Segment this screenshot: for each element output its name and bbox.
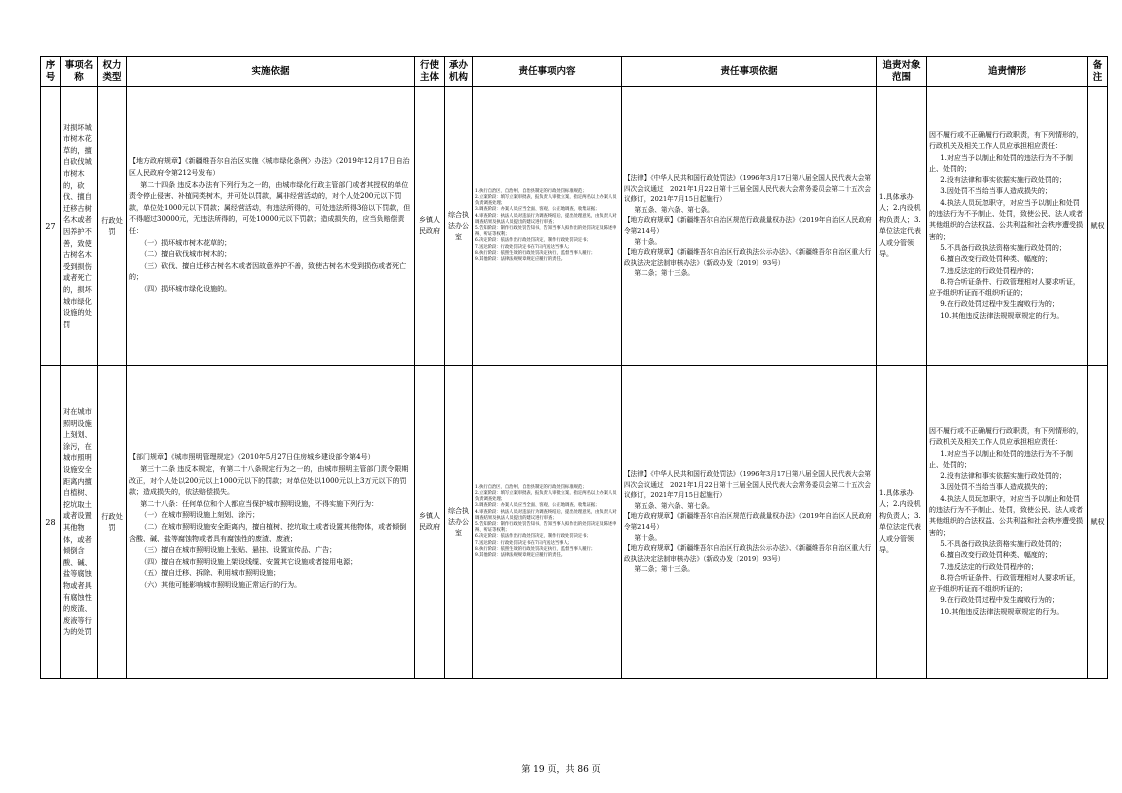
text-line: 8.符合听证条件、行政管理相对人要求听证，应予组织听证而不组织听证的；: [929, 277, 1080, 298]
text-line: 1.对应当予以制止和处罚的违法行为不予制止、处罚的；: [929, 153, 1073, 173]
implementation-basis: [127, 87, 415, 366]
text-line: 4.审查阶段：执法人员对违法行为调查终结后，提出处理意见，由负责人对调查结果及执法人员提出的建议进行审查；: [475, 213, 617, 225]
text-line: 8.执行阶段：依照生效的行政处罚决定执行，监督当事人履行；: [475, 250, 596, 256]
responsibility-content: [473, 87, 622, 366]
text-line: 第十条。: [634, 533, 661, 542]
text-line: 5.告知阶段：制作行政处罚告知书，告知当事人拟作出的处罚决定及陈述申辩、听证等权利；: [475, 522, 617, 534]
header-cases: 追责情形: [927, 57, 1088, 87]
text-line: 第二条；第十三条。: [634, 565, 694, 574]
remark: 赋权: [1088, 87, 1108, 366]
power-type: 行政处罚: [98, 366, 127, 679]
text-line: 8.执行阶段：依照生效的行政处罚决定执行，监督当事人履行；: [475, 546, 596, 552]
responsibility-basis: [622, 87, 877, 366]
page-footer: 第 19 页，共 86 页: [521, 765, 601, 775]
accountability-cases: [927, 366, 1088, 679]
remark: 赋权: [1088, 366, 1108, 679]
text-line: 2.没有法律和事实依据实施行政处罚的；: [940, 472, 1066, 481]
text-line: 7.违反法定的行政处罚程序的；: [940, 562, 1038, 571]
text-line: 6.决定阶段：依法作出行政处罚决定，制作行政处罚决定书；: [475, 534, 591, 540]
header-subject: 行使主体: [415, 57, 445, 87]
text-line: （三）砍伐、擅自迁移古树名木或者因故意养护不善，致使古树名木受到损伤或者死亡的；: [129, 261, 407, 282]
power-type: 行政处罚: [98, 87, 127, 366]
text-line: 6.擅自改变行政处罚种类、幅度的；: [940, 255, 1052, 264]
header-scope: 追责对象范围: [877, 57, 927, 87]
header-row: [41, 57, 1108, 87]
text-line: 第二十八条：任何单位和个人都应当保护城市照明设施，不得实施下列行为：: [140, 499, 379, 508]
header-name: 事项名称: [61, 57, 98, 87]
text-line: （一）在城市照明设施上刻划、涂污；: [140, 511, 260, 520]
header-basis: 实施依据: [127, 57, 415, 87]
table-row: [41, 366, 1108, 679]
text-line: 2.立案阶段：填写立案审批表，报负责人审批立案，指定两名以上办案人员负责调查处理；: [475, 194, 617, 207]
power-list-table: [40, 56, 1108, 679]
table-row: [41, 87, 1108, 366]
text-line: 【部门规章】《城市照明管理规定》（2010年5月27日住房城乡建设部令第4号）: [129, 453, 375, 462]
text-line: 第二条；第十三条。: [634, 269, 694, 278]
text-line: 10.其他违反法律法规规章规定的行为。: [940, 607, 1064, 616]
header-org: 承办机构: [445, 57, 473, 87]
text-line: 【地方政府规章】《新疆维吾尔自治区行政执法公示办法》、《新疆维吾尔自治区重大行政执法决定法制审核办法》（新政办发〔2019〕93号）: [624, 544, 872, 563]
text-line: 1.执行自治区、自治州、自治县制定的行政处罚标准规范；: [475, 188, 587, 194]
text-line: （一）损坏城市树木花草的；: [140, 238, 232, 247]
header-note: 备注: [1088, 57, 1108, 87]
accountability-cases: [927, 87, 1088, 366]
text-line: 【地方政府规章】《新疆维吾尔自治区行政执法公示办法》、《新疆维吾尔自治区重大行政执法决定法制审核办法》（新政办发〔2019〕93号）: [624, 248, 872, 267]
text-line: 1.执行自治区、自治州、自治县制定的行政处罚标准规范；: [475, 484, 587, 490]
text-line: 5.告知阶段：制作行政处罚告知书，告知当事人拟作出的处罚决定及陈述申辩、听证等权利；: [475, 226, 617, 238]
text-line: 因不履行或不正确履行行政职责，有下列情形的，行政机关及相关工作人员应承担相应责任：: [929, 426, 1083, 447]
text-line: 【地方政府规章】《新疆维吾尔自治区实施〈城市绿化条例〉办法》（2019年12月17日自治区人民政府令第212号发布）: [129, 157, 410, 178]
text-line: 5.不具备行政执法资格实施行政处罚的；: [940, 539, 1066, 548]
text-line: （四）擅自在城市照明设施上架设线缆、安置其它设施或者接用电源；: [140, 557, 358, 566]
item-name: 对损坏城市树木花草的，擅自砍伐城市树木的，砍伐、擅自迁移古树名木或者因养护不善，致使古树名木受到损伤或者死亡的，损坏城市绿化设施的处罚: [61, 87, 98, 366]
text-line: 1.对应当予以制止和处罚的违法行为不予制止、处罚的；: [929, 449, 1073, 469]
text-line: 2.立案阶段：填写立案审批表，报负责人审批立案，指定两名以上办案人员负责调查处理；: [475, 490, 617, 503]
text-line: 4.执法人员玩忽职守，对应当予以制止和处罚的违法行为不予制止、处罚，致使公民、法人或者其他组织的合法权益、公共利益和社会秩序遭受损害的；: [929, 494, 1083, 537]
handling-office: 综合执法办公室: [445, 87, 473, 366]
text-line: 第五条、第六条、第七条。: [634, 205, 714, 214]
row-number: 27: [41, 87, 61, 366]
text-line: 【法律】《中华人民共和国行政处罚法》（1996年3月17日第八届全国人民代表大会第四次会议通过 2021年1月22日第十三届全国人民代表大会常务委员会第二十五次会议修订，2021年7月15日起施行）: [624, 174, 871, 204]
item-name: 对在城市照明设施上刻划、涂污，在城市照明设施安全距离内擅自植树、挖坑取土或者设置其他物体，或者倾倒含酸、碱、盐等腐蚀物或者具有腐蚀性的废渣、废液等行为的处罚: [61, 366, 98, 679]
text-line: （五）擅自迁移、拆除、利用城市照明设施；: [140, 569, 281, 578]
header-resp-basis: 责任事项依据: [622, 57, 877, 87]
text-line: 第三十二条 违反本规定，有第二十八条规定行为之一的，由城市照明主管部门责令限期改正，对个人处以200元以上1000元以下的罚款；对单位处以1000元以上3万元以下的罚款；造成损失的，依法赔偿损失。: [129, 465, 409, 497]
header-num: 序号: [41, 57, 61, 87]
text-line: 【法律】《中华人民共和国行政处罚法》（1996年3月17日第八届全国人民代表大会第四次会议通过 2021年1月22日第十三届全国人民代表大会常务委员会第二十五次会议修订，2021年7月15日起施行）: [624, 470, 871, 500]
header-resp: 责任事项内容: [473, 57, 622, 87]
text-line: 3.调查阶段：办案人员应当全面、客观、公正地调查、收集证据；: [475, 503, 600, 509]
row-number: 28: [41, 366, 61, 679]
responsibility-basis: [622, 366, 877, 679]
handling-office: 综合执法办公室: [445, 366, 473, 679]
text-line: 5.不具备行政执法资格实施行政处罚的；: [940, 243, 1066, 252]
text-line: （六）其他可能影响城市照明设施正常运行的行为。: [140, 580, 302, 589]
text-line: （四）损坏城市绿化设施的。: [140, 284, 232, 293]
executing-subject: 乡镇人民政府: [415, 366, 445, 679]
text-line: 4.执法人员玩忽职守，对应当予以制止和处罚的违法行为不予制止、处罚，致使公民、法人或者其他组织的合法权益、公共利益和社会秩序遭受损害的；: [929, 198, 1083, 241]
text-line: 因不履行或不正确履行行政职责，有下列情形的，行政机关及相关工作人员应承担相应责任：: [929, 130, 1083, 151]
text-line: 【地方政府规章】《新疆维吾尔自治区规范行政裁量权办法》（2019年自治区人民政府令第214号）: [624, 216, 872, 235]
text-line: 10.其他违反法律法规规章规定的行为。: [940, 311, 1064, 320]
text-line: 6.擅自改变行政处罚种类、幅度的；: [940, 551, 1052, 560]
text-line: （三）擅自在城市照明设施上张贴、悬挂、设置宣传品、广告；: [140, 546, 337, 555]
text-line: 3.因处罚不当给当事人造成损失的；: [940, 187, 1052, 196]
accountability-scope: 1.具体承办人；2.内设机构负责人；3.单位法定代表人或分管领导。: [877, 366, 927, 679]
text-line: 2.没有法律和事实依据实施行政处罚的；: [940, 176, 1066, 185]
text-line: 9.其他阶段：法律法规规章规定应履行的责任。: [475, 257, 566, 263]
text-line: 7.送达阶段：行政处罚决定书在7日内送达当事人；: [475, 540, 573, 546]
implementation-basis: [127, 366, 415, 679]
text-line: 3.调查阶段：办案人员应当全面、客观、公正地调查、收集证据；: [475, 207, 600, 213]
text-line: 9.在行政处罚过程中发生腐败行为的；: [940, 300, 1059, 309]
accountability-scope: 1.具体承办人；2.内设机构负责人；3.单位法定代表人或分管领导。: [877, 87, 927, 366]
text-line: （二）擅自砍伐城市树木的；: [140, 250, 232, 259]
text-line: 第十条。: [634, 237, 661, 246]
text-line: 9.在行政处罚过程中发生腐败行为的；: [940, 596, 1059, 605]
executing-subject: 乡镇人民政府: [415, 87, 445, 366]
text-line: 4.审查阶段：执法人员对违法行为调查终结后，提出处理意见，由负责人对调查结果及执法人员提出的建议进行审查；: [475, 509, 617, 521]
text-line: 8.符合听证条件、行政管理相对人要求听证，应予组织听证而不组织听证的；: [929, 573, 1080, 594]
text-line: 【地方政府规章】《新疆维吾尔自治区规范行政裁量权办法》（2019年自治区人民政府令第214号）: [624, 512, 872, 531]
responsibility-content: [473, 366, 622, 679]
text-line: 7.送达阶段：行政处罚决定书在7日内送达当事人；: [475, 244, 573, 250]
text-line: 9.其他阶段：法律法规规章规定应履行的责任。: [475, 553, 566, 559]
text-line: 第二十四条 违反本办法有下列行为之一的，由城市绿化行政主管部门或者其授权的单位责令停止侵害、补植同类树木，并可处以罚款，属非经营活动的，对个人处200元以下罚款，单位处1000元以下罚款；属经营活动，有违法所得的，可处违法所得3倍以下罚款，但不得超过30000元，无违法所得的，可处10000元以下罚款；造成损失的，应当负赔偿责任：: [129, 180, 411, 235]
text-line: 7.违反法定的行政处罚程序的；: [940, 266, 1038, 275]
text-line: 第五条、第六条、第七条。: [634, 501, 714, 510]
header-type: 权力类型: [98, 57, 127, 87]
text-line: （二）在城市照明设施安全距离内，擅自植树、挖坑取土或者设置其他物体，或者倾倒含酸、碱、盐等腐蚀物或者具有腐蚀性的废渣、废液；: [129, 523, 407, 543]
text-line: 3.因处罚不当给当事人造成损失的；: [940, 483, 1052, 492]
text-line: 6.决定阶段：依法作出行政处罚决定，制作行政处罚决定书；: [475, 238, 591, 244]
